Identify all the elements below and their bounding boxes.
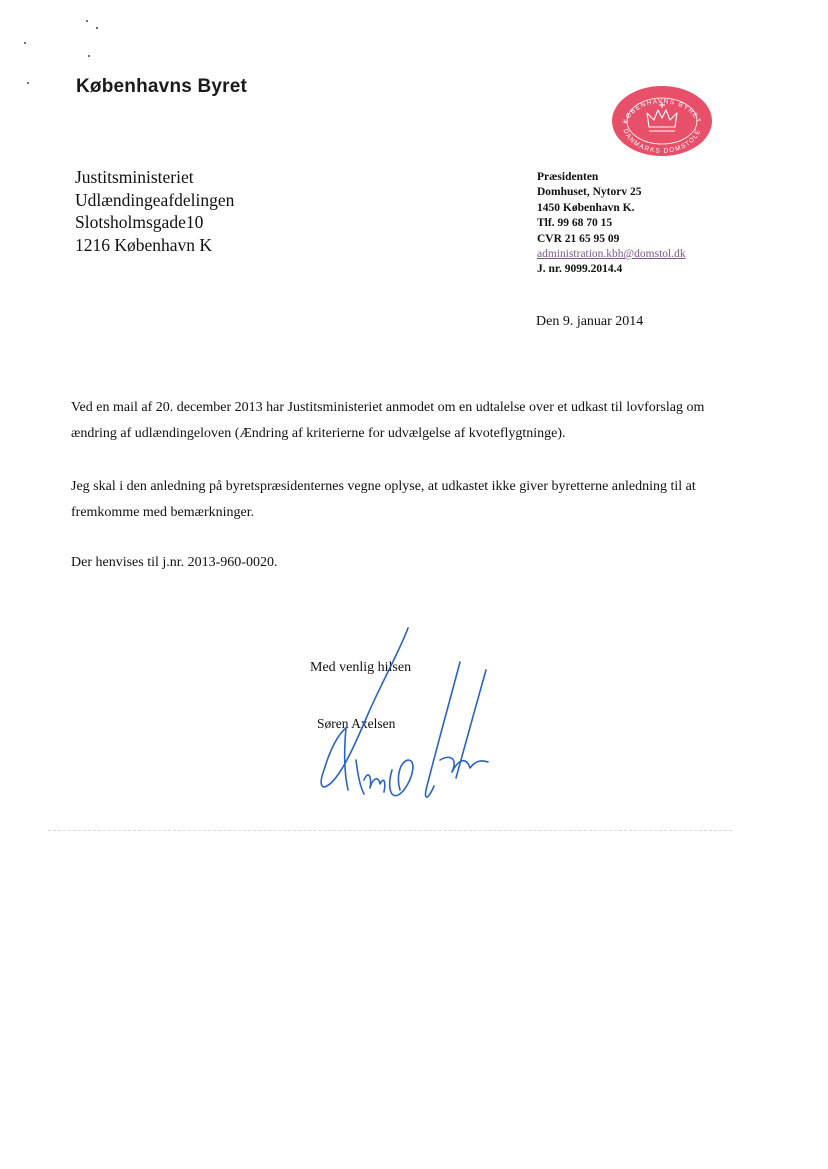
scan-speck [27,82,29,84]
journal-number: J. nr. 9099.2014.4 [537,263,623,276]
recipient-line: 1216 København K [75,234,213,255]
seal-graphic [611,85,713,157]
letter-date: Den 9. januar 2014 [536,314,644,329]
signature-strokes [300,610,500,820]
sender-cvr: CVR 21 65 95 09 [537,232,620,245]
court-seal-stamp [611,85,713,162]
recipient-line: Justitsministeriet [75,167,194,187]
handwritten-signature [300,610,500,825]
recipient-line: Slotsholmsgade10 [75,212,204,232]
body-paragraph: Der henvises til j.nr. 2013-960-0020. [71,555,278,570]
sender-block [537,170,686,278]
scan-speck [88,55,90,57]
sender-email-link[interactable]: administration.kbh@domstol.dk [537,248,686,261]
scan-speck [24,42,26,44]
svg-text:DANMARKS DOMSTOLE: DANMARKS DOMSTOLE [621,127,703,155]
scan-speck [86,20,88,22]
page-divider [48,830,732,831]
recipient-address [75,166,234,256]
scan-speck [96,27,98,29]
closing-greeting: Med venlig hilsen [310,660,412,675]
body-paragraph: Ved en mail af 20. december 2013 har Justitsministeriet anmodet om en udtalelse over et udkast til lovforslag om ændring af udlændingeloven (Ændring af kriterierne for udvælgelse af kvoteflygtninge). [71,400,705,441]
court-name: Københavns Byret [76,76,248,97]
sender-title: Præsidenten [537,171,599,183]
recipient-line: Udlændingeafdelingen [75,189,235,210]
sender-phone: Tlf. 99 68 70 15 [537,217,613,230]
body-paragraph: Jeg skal i den anledning på byretspræsidenternes vegne oplyse, at udkastet ikke giver byretterne anledning til at fremkomme med bemærkninger. [71,479,696,520]
svg-text:KØBENHAVNS BYRET: KØBENHAVNS BYRET [621,98,703,125]
sender-address-line: Domhuset, Nytorv 25 [537,186,642,199]
sender-address-line: 1450 København K. [537,201,635,214]
signer-name: Søren Axelsen [317,716,396,731]
